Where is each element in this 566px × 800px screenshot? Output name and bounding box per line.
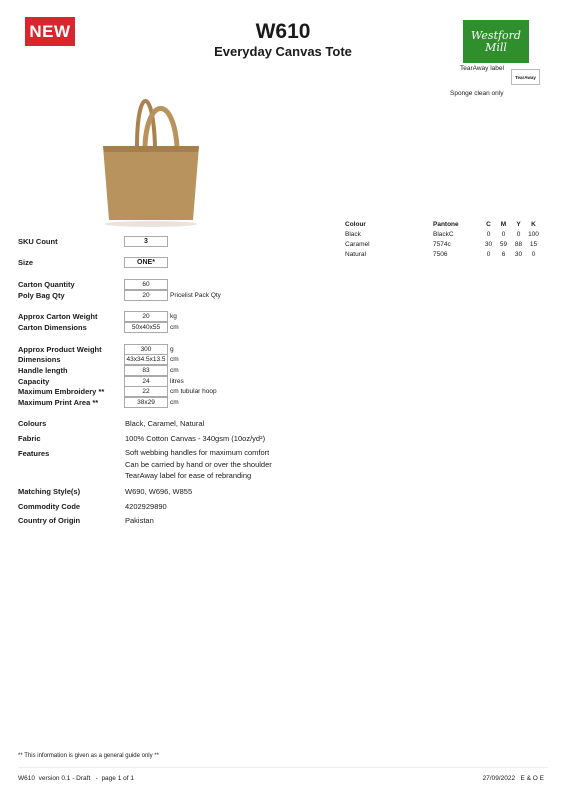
sku-count-label: SKU Count [18,237,58,246]
features-label: Features [18,449,50,458]
handle-length-unit: cm [170,367,179,374]
cmyk-c: 0 [486,251,491,258]
cmyk-m: 0 [501,231,506,238]
colour-table [345,220,541,260]
carton-dimensions-label: Carton Dimensions [18,323,87,332]
care-instructions: Sponge clean only [450,90,504,97]
max-embroidery-label: Maximum Embroidery ** [18,387,105,396]
tearaway-label-text: TearAway label [460,65,504,72]
carton-dimensions-value: 50x40x55 [124,322,168,333]
carton-weight-value: 20 [124,311,168,322]
dimensions-unit: cm [170,356,179,363]
brand-logo [463,20,529,63]
cmyk-m: 6 [501,251,506,258]
colours-value: Black, Caramel, Natural [125,419,205,428]
product-weight-value: 300 [124,344,168,355]
product-image [95,88,205,228]
product-weight-label: Approx Product Weight [18,345,102,354]
logo-line1: Westford [471,28,521,42]
size-value: ONE* [124,257,168,268]
handle-length-value: 83 [124,365,168,376]
footer-date: 27/09/2022 [482,775,516,782]
pantone-code: 7506 [433,251,448,258]
max-print-area-unit: cm [170,399,179,406]
cmyk-m: 59 [499,241,508,248]
size-label: Size [18,258,34,267]
colour-table-header [345,220,541,230]
cmyk-c: 0 [486,231,491,238]
feature-item: TearAway label for ease of rebranding [125,471,252,480]
pantone-code: 7574c [433,241,451,248]
capacity-label: Capacity [18,377,50,386]
dimensions-value: 43x34.5x13.5 [124,354,168,365]
capacity-value: 24 [124,376,168,387]
capacity-unit: litres [170,378,184,385]
carton-weight-label: Approx Carton Weight [18,312,98,321]
cmyk-k: 15 [529,241,538,248]
poly-bag-qty-label: Poly Bag Qty [18,291,65,300]
commodity-code-value: 4202929890 [125,502,167,511]
feature-item: Soft webbing handles for maximum comfort [125,448,270,457]
cmyk-y: 0 [516,231,521,238]
matching-styles-value: W690, W696, W855 [125,487,193,496]
poly-bag-qty-value: 20 [124,290,168,301]
fabric-value: 100% Cotton Canvas - 340gsm (10oz/yd²) [125,434,266,443]
product-weight-unit: g [170,346,174,353]
footer-date-eoe [483,775,544,782]
max-print-area-value: 38x29 [124,397,168,408]
sku-count-value: 3 [124,236,168,247]
cmyk-c: 30 [484,241,493,248]
max-embroidery-value: 22 [124,386,168,397]
footer-divider [18,767,548,768]
footer-note: ** This information is given as a general guide only ** [18,753,159,759]
features-list [125,447,272,482]
colour-row [345,250,541,260]
product-name: Everyday Canvas Tote [214,44,352,59]
colour-name: Black [345,231,361,238]
country-of-origin-label: Country of Origin [18,516,81,525]
colour-name: Natural [345,251,366,258]
carton-weight-unit: kg [170,313,177,320]
product-code: W610 [255,20,311,43]
header-c: C [486,221,491,228]
logo-line2: Mill [485,40,507,54]
header-pantone: Pantone [433,221,459,228]
max-embroidery-unit: cm tubular hoop [170,388,217,395]
carton-quantity-value: 60 [124,279,168,290]
commodity-code-label: Commodity Code [18,502,81,511]
colours-label: Colours [18,419,47,428]
cmyk-k: 0 [531,251,536,258]
country-of-origin-value: Pakistan [125,516,154,525]
fabric-label: Fabric [18,434,41,443]
max-print-area-label: Maximum Print Area ** [18,398,99,407]
colour-row [345,240,541,250]
carton-dimensions-unit: cm [170,324,179,331]
footer-version: W610 version 0.1 - Draft - page 1 of 1 [18,775,134,782]
poly-bag-qty-unit: Pricelist Pack Qty [170,292,221,299]
cmyk-y: 30 [514,251,523,258]
colour-row [345,230,541,240]
cmyk-k: 100 [528,231,539,238]
header-m: M [500,221,507,228]
pantone-code: BlackC [433,231,454,238]
footer-eoe: E & O E [520,775,544,782]
new-badge: NEW [25,17,75,46]
carton-quantity-label: Carton Quantity [18,280,75,289]
handle-length-label: Handle length [18,366,68,375]
feature-item: Can be carried by hand or over the shoulder [125,459,272,469]
header-k: K [531,221,536,228]
matching-styles-label: Matching Style(s) [18,487,81,496]
cmyk-y: 88 [514,241,523,248]
header-y: Y [516,221,521,228]
colour-name: Caramel [345,241,370,248]
dimensions-label: Dimensions [18,355,61,364]
tearaway-logo: TearAway [511,69,540,85]
header-colour: Colour [345,221,366,228]
